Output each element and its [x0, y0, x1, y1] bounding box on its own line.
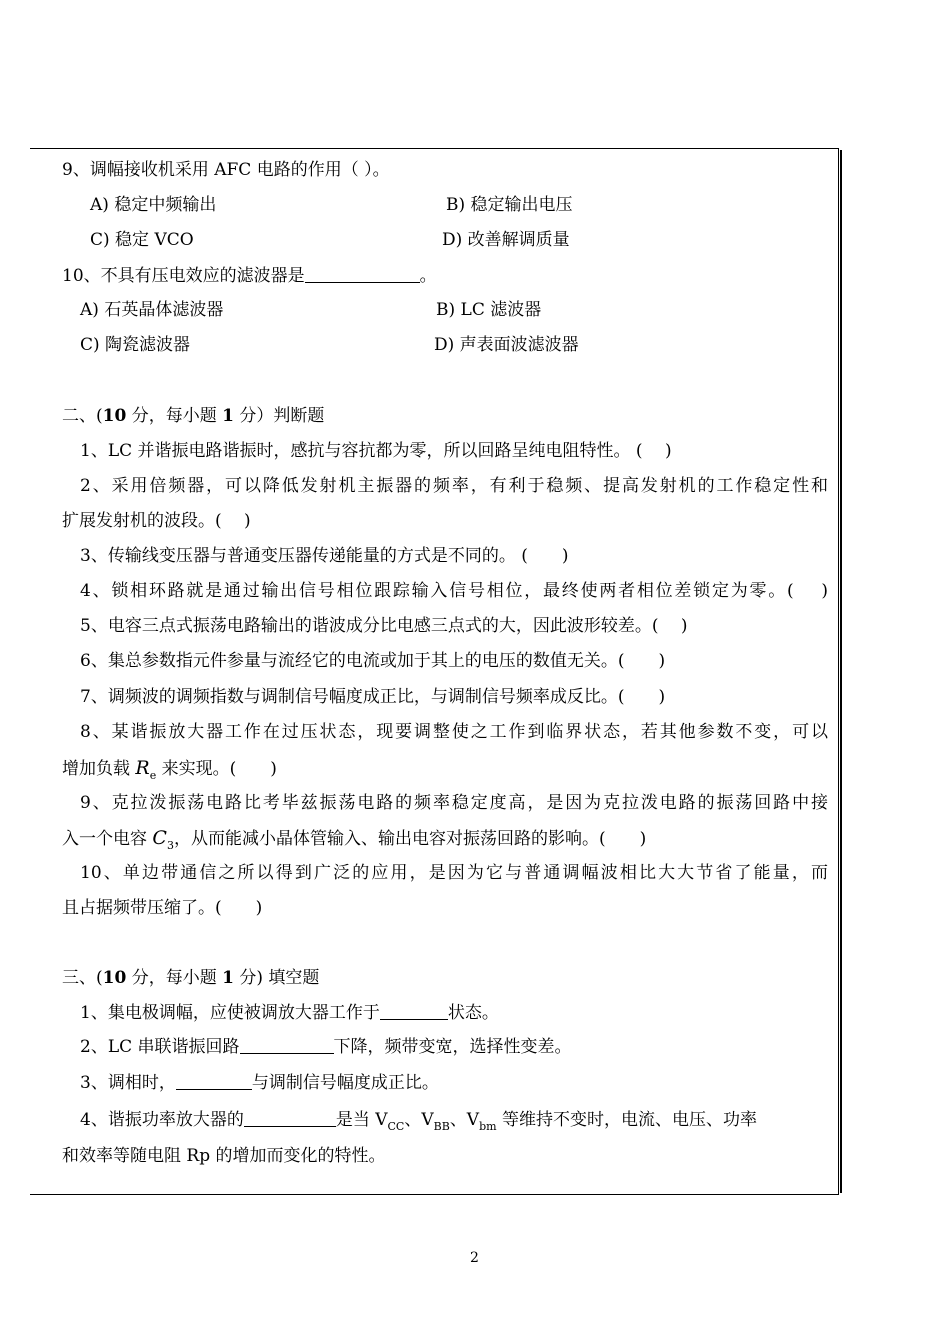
section3-prefix: 三、( [62, 968, 103, 988]
mc-q9-option-c: C) 稳定 VCO [90, 230, 194, 250]
fill-q4-subscript-cc: CC [387, 1120, 405, 1133]
fill-q4-sep1: 、V [404, 1110, 434, 1130]
page-number: 2 [470, 1250, 479, 1266]
fill-q4-text-end: 等维持不变时，电流、电压、功率 [496, 1110, 757, 1130]
answer-blank[interactable] [305, 266, 420, 283]
section3-mid1: 分，每小题 [126, 968, 223, 988]
mc-q10-option-c: C) 陶瓷滤波器 [80, 335, 191, 355]
judge-q10-line1: 10、单边带通信之所以得到广泛的应用，是因为它与普通调幅波相比大大节省了能量，而 [80, 863, 828, 883]
judge-q9-line1: 9、克拉泼振荡电路比考毕兹振荡电路的频率稳定度高，是因为克拉泼电路的振荡回路中接 [80, 793, 828, 813]
answer-blank[interactable] [176, 1073, 252, 1090]
judge-q8-variable: R [135, 757, 150, 779]
judge-q1: 1、LC 并谐振电路谐振时，感抗与容抗都为零，所以回路呈纯电阻特性。 ( ) [80, 441, 672, 461]
fill-q2-text-end: 下降，频带变宽，选择性变差。 [333, 1037, 572, 1057]
fill-q3-text-end: 与调制信号幅度成正比。 [251, 1073, 439, 1093]
fill-q1-text-end: 状态。 [447, 1003, 499, 1023]
section3-per: 1 [222, 968, 234, 988]
section3-score: 10 [102, 968, 127, 988]
mc-q9-option-a: A) 稳定中频输出 [90, 195, 217, 215]
judge-q4: 4、锁相环路就是通过输出信号相位跟踪输入信号相位，最终使两者相位差锁定为零。( ) [80, 581, 828, 601]
mc-q10-stem-end: 。 [419, 266, 437, 286]
answer-blank[interactable] [244, 1110, 336, 1127]
judge-q2-line1: 2、采用倍频器，可以降低发射机主振器的频率，有利于稳频、提高发射机的工作稳定性和 [80, 476, 828, 496]
section2-mid2: 分）判断题 [233, 406, 325, 426]
fill-q3-text: 3、调相时， [80, 1073, 176, 1093]
fill-q4-text-mid: 是当 V [335, 1110, 388, 1130]
section3-mid2: 分) 填空题 [233, 968, 320, 988]
fill-q2-text: 2、LC 串联谐振回路 [80, 1037, 240, 1057]
fill-q4-subscript-bm: bm [479, 1120, 497, 1133]
mc-q9-option-b: B) 稳定输出电压 [446, 195, 573, 215]
judge-q9-variable: C [152, 827, 167, 849]
section2-heading [62, 405, 324, 427]
judge-q5: 5、电容三点式振荡电路输出的谐波成分比电感三点式的大，因此波形较差。( ) [80, 616, 688, 636]
judge-q6: 6、集总参数指元件参量与流经它的电流或加于其上的电压的数值无关。( ) [80, 651, 666, 671]
judge-q10-line2: 且占据频带压缩了。( ) [62, 898, 263, 918]
judge-q2-line2: 扩展发射机的波段。( ) [62, 511, 251, 531]
judge-q8-subscript: e [149, 769, 157, 782]
judge-q8-line2 [62, 757, 277, 780]
fill-q4-sep2: 、V [449, 1110, 480, 1130]
section2-mid1: 分，每小题 [126, 406, 223, 426]
judge-q8-text: 增加负载 [62, 759, 136, 779]
mc-q10-stem [62, 265, 437, 287]
answer-blank[interactable] [380, 1003, 448, 1020]
fill-q3 [80, 1072, 439, 1094]
section2-score: 10 [102, 406, 127, 426]
judge-q9-subscript: 3 [166, 839, 174, 852]
judge-q9-line2 [62, 827, 646, 850]
judge-q3: 3、传输线变压器与普通变压器传递能量的方式是不同的。 ( ) [80, 546, 569, 566]
fill-q4-subscript-bb: BB [433, 1120, 450, 1133]
mc-q10-option-d: D) 声表面波滤波器 [434, 335, 579, 355]
judge-q8-line1: 8、某谐振放大器工作在过压状态，现要调整使之工作到临界状态，若其他参数不变，可以 [80, 722, 828, 742]
judge-q8-text-end: 来实现。( ) [156, 759, 277, 779]
mc-q10-option-b: B) LC 滤波器 [436, 300, 542, 320]
mc-q10-option-a: A) 石英晶体滤波器 [80, 300, 224, 320]
section3-heading [62, 967, 319, 989]
fill-q4-text: 4、谐振功率放大器的 [80, 1110, 244, 1130]
judge-q7: 7、调频波的调频指数与调制信号幅度成正比，与调制信号频率成反比。( ) [80, 687, 666, 707]
section2-prefix: 二、( [62, 406, 103, 426]
fill-q1 [80, 1002, 499, 1024]
answer-blank[interactable] [240, 1037, 334, 1054]
mc-q9-stem: 9、调幅接收机采用 AFC 电路的作用（ ）。 [62, 160, 390, 180]
section2-per: 1 [222, 406, 234, 426]
fill-q4-line2: 和效率等随电阻 Rp 的增加而变化的特性。 [62, 1146, 386, 1166]
frame-shadow-line [840, 150, 842, 1193]
fill-q2 [80, 1036, 572, 1058]
mc-q9-option-d: D) 改善解调质量 [442, 230, 570, 250]
fill-q1-text: 1、集电极调幅，应使被调放大器工作于 [80, 1003, 380, 1023]
mc-q10-stem-text: 10、不具有压电效应的滤波器是 [62, 266, 305, 286]
fill-q4-line1 [80, 1109, 757, 1131]
judge-q9-text-end: ，从而能减小晶体管输入、输出电容对振荡回路的影响。( ) [173, 829, 647, 849]
judge-q9-text: 入一个电容 [62, 829, 153, 849]
